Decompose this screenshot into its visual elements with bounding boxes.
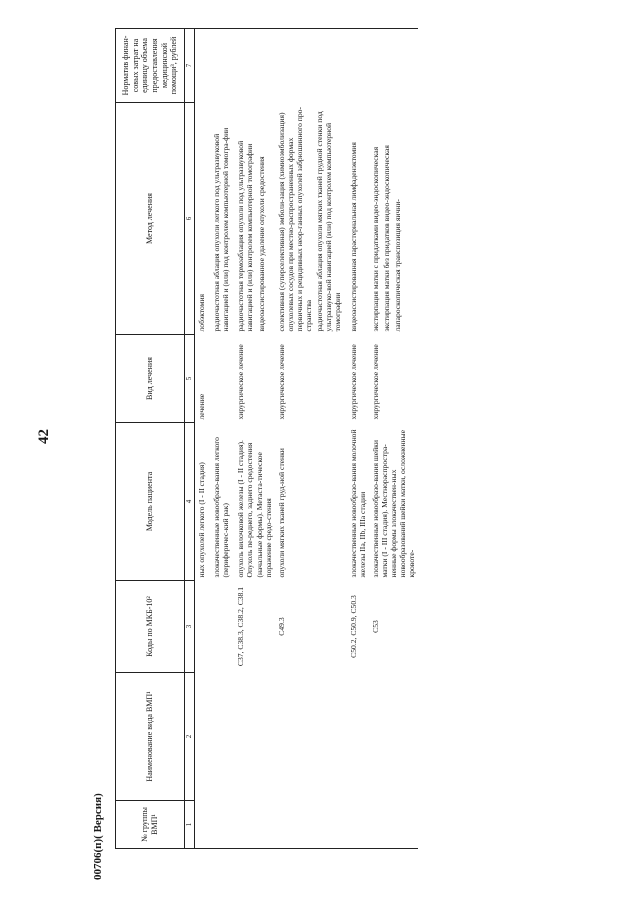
cost-norm-cell [369, 29, 419, 103]
cost-norm-cell [195, 29, 211, 103]
column-number: 3 [185, 581, 195, 673]
rotated-table-wrapper [115, 29, 635, 849]
table-row [234, 29, 274, 849]
vmp-name-cell [210, 673, 234, 801]
header-treatment-type: Вид лечения [116, 335, 185, 423]
treatment-method-cell [347, 103, 369, 335]
group-number-cell [347, 801, 369, 849]
treatment-method: селективная (суперселективная) эмболи-зация (химиоэмболизация) опухолевых сосудов при местно-распространенных формах первичных и рецидивных неор-ганных опухолей забрюшинного про-странства [276, 107, 314, 332]
patient-model-cell: злокачественные новообразо-вания легкого (периферичес-кий рак) [212, 437, 231, 578]
cost-norm-cell [275, 29, 347, 103]
treatment-method: радиочастотная аблация опухоли мягких тканей грудной стенки под ультразвуко-вой навигацией (или) под контролем компьютерной томографии [315, 111, 343, 332]
header-cost-norm: Норматив финан-совых затрат на единицу объема предоставления медицинской помощи³, рублей [116, 29, 185, 103]
column-number: 7 [185, 29, 195, 103]
treatment-type-cell: хирургическое лечение [348, 344, 358, 420]
column-number: 5 [185, 335, 195, 423]
group-number-cell [210, 801, 234, 849]
icd-code-cell: C50.2, C50.9, C50.3 [348, 595, 358, 658]
treatment-method: лапароскопическая транспозиция яични- [392, 199, 402, 332]
group-number-cell [275, 801, 347, 849]
treatment-method: лобэктомия [197, 293, 206, 332]
treatment-method: видеоассистированное удаление опухоли средостения [256, 156, 266, 332]
treatment-method: экстирпация матки с придатками видео-эндоскопическая [370, 146, 380, 332]
treatment-method-cell [195, 103, 211, 335]
header-vmp-name: Наименование вида ВМП¹ [116, 673, 185, 801]
vmp-table [115, 28, 418, 849]
treatment-type-cell: хирургическое лечение [236, 344, 246, 420]
icd-code-cell: C53 [370, 620, 380, 633]
treatment-method: радиочастотная термоаблация опухоли под ультразвуковой навигацией и (или) контролем компьютерной томографии [236, 140, 255, 332]
group-number-cell [195, 801, 211, 849]
table-row [195, 29, 211, 849]
icd-code-cell: C37, C38.3, C38.2, C38.1 [236, 586, 246, 667]
patient-model-cell: злокачественные новообразо-вания шейки матки (I - III стадия). Местнораспростра-ненные формы злокачествен-ных новообразований шейки матки, осложненные кровоте- [370, 430, 417, 578]
treatment-method-cell [369, 103, 419, 335]
page-number: 42 [36, 429, 52, 444]
group-number-cell [234, 801, 274, 849]
treatment-method-cell [275, 103, 347, 335]
vmp-name-cell [369, 673, 419, 801]
column-number: 4 [185, 423, 195, 581]
icd-code-cell [210, 581, 234, 673]
treatment-method-cell [234, 103, 274, 335]
header-treatment-method: Метод лечения [116, 103, 185, 335]
treatment-type-cell: хирургическое лечение [370, 344, 380, 420]
cost-norm-cell [234, 29, 274, 103]
header-patient-model: Модель пациента [116, 423, 185, 581]
column-number: 2 [185, 673, 195, 801]
treatment-method: радиочастотная аблация опухоли легкого под ультразвуковой навигацией и (или) под контролем компьютерной томогра-фии [212, 127, 231, 332]
group-number-cell [369, 801, 419, 849]
icd-code-cell [195, 581, 211, 673]
column-number-row [185, 29, 195, 849]
patient-model-cell: злокачественные новообразо-вания молочной железы IIa, IIb, IIIa стадии [348, 429, 367, 578]
treatment-type-cell: лечение [197, 393, 206, 420]
vmp-name-cell [275, 673, 347, 801]
cost-norm-cell [347, 29, 369, 103]
column-number: 1 [185, 801, 195, 849]
table-header-row [116, 29, 185, 849]
table-row [210, 29, 234, 849]
vmp-name-cell [234, 673, 274, 801]
header-icd-codes: Коды по МКБ-10² [116, 581, 185, 673]
column-number: 6 [185, 103, 195, 335]
cost-norm-cell [210, 29, 234, 103]
table-row [275, 29, 347, 849]
treatment-method: видеоассистированная парастернальная лимфаденэктомия [348, 142, 358, 332]
document-code: 00706(п)( Версия) [92, 793, 104, 880]
treatment-method-cell [210, 103, 234, 335]
patient-model-cell: опухоль вилочковой железы (I - II стадия). Опухоль пе-реднего, заднего средостения (начальные формы). Метаста-тическое поражение средо-стения [236, 440, 273, 578]
patient-model-cell: опухоли мягких тканей груд-ной стенки [276, 448, 286, 578]
treatment-type-cell: хирургическое лечение [276, 344, 286, 420]
treatment-type-cell [210, 335, 234, 423]
header-group-number: № группы ВМП¹ [116, 801, 185, 849]
vmp-name-cell [347, 673, 369, 801]
treatment-method: экстирпация матки без придатков видео-эндоскопическая [381, 145, 391, 332]
icd-code-cell: C49.3 [276, 617, 286, 636]
table-row [347, 29, 369, 849]
patient-model-cell: ных опухолей легкого (I - II стадия) [197, 462, 206, 578]
vmp-name-cell [195, 673, 211, 801]
table-row [369, 29, 419, 849]
